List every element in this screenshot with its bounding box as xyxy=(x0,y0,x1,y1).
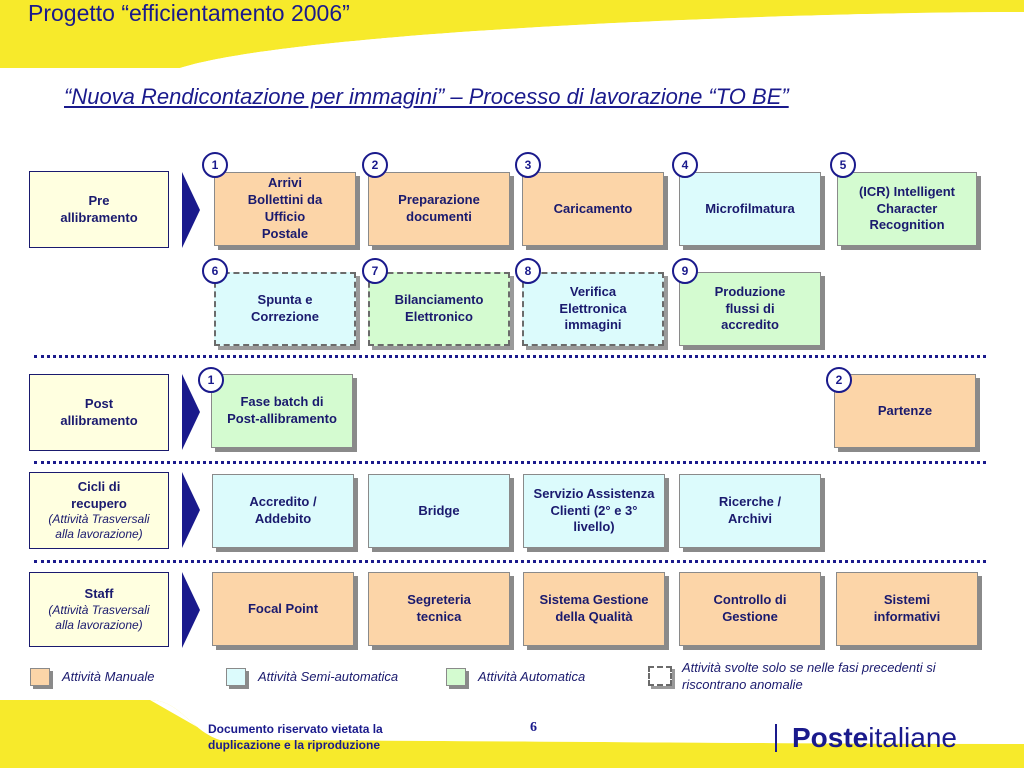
step-microfilmatura xyxy=(679,172,821,246)
step-number-badge: 1 xyxy=(202,152,228,178)
legend-label-semi: Attività Semi-automatica xyxy=(258,669,399,684)
staff-sistema-gestione-qualita xyxy=(523,572,665,646)
cicli-servizio-assistenza-label: Servizio Assistenza Clienti (2° e 3° livello) xyxy=(533,485,655,535)
logo-divider xyxy=(775,724,777,752)
legend-swatch-manual xyxy=(30,668,50,686)
page-subtitle: “Nuova Rendicontazione per immagini” – Processo di lavorazione “TO BE” xyxy=(64,84,789,109)
step-number-badge: 1 xyxy=(198,367,224,393)
step-microfilmatura-label: Microfilmatura xyxy=(705,200,795,216)
step-number-badge: 4 xyxy=(672,152,698,178)
row-arrow-staff xyxy=(180,572,202,648)
staff-focal-point-label: Focal Point xyxy=(247,600,319,616)
cicli-accredito-addebito-label: Accredito / Addebito xyxy=(249,494,317,526)
logo-rest-text: italiane xyxy=(868,722,957,753)
step-partenze xyxy=(834,374,976,448)
step-partenze-label: Partenze xyxy=(877,402,933,418)
step-verifica-elettronica xyxy=(522,272,664,346)
step-number-badge: 2 xyxy=(826,367,852,393)
row-arrow-cicli xyxy=(180,472,202,548)
legend-label-dashed: Attività svolte solo se nelle fasi precedenti si riscontrano anomalie xyxy=(682,660,936,692)
footer-note: Documento riservato vietata la duplicazione e la riproduzione xyxy=(208,722,383,752)
step-caricamento xyxy=(522,172,664,246)
cicli-bridge xyxy=(368,474,510,548)
staff-controllo-gestione-label: Controllo di Gestione xyxy=(713,592,787,624)
posteitaliane-logo xyxy=(792,722,957,754)
staff-focal-point xyxy=(212,572,354,646)
cicli-accredito-addebito xyxy=(212,474,354,548)
row-separator xyxy=(34,461,986,464)
step-number-badge: 7 xyxy=(362,258,388,284)
cicli-servizio-assistenza xyxy=(523,474,665,548)
row-label-cicli xyxy=(29,472,169,549)
step-bilanciamento-elettronico xyxy=(368,272,510,346)
cicli-bridge-label: Bridge xyxy=(418,502,460,518)
step-arrivi-bollettini xyxy=(214,172,356,246)
staff-segreteria-tecnica xyxy=(368,572,510,646)
step-verifica-elettronica-label: Verifica Elettronica immagini xyxy=(559,283,627,333)
logo-bold-text: Poste xyxy=(792,722,869,753)
step-bilanciamento-elettronico-label: Bilanciamento Elettronico xyxy=(394,292,484,324)
page-number: 6 xyxy=(530,720,537,735)
step-fase-batch-label: Fase batch di Post-allibramento xyxy=(227,394,337,426)
step-number-badge: 5 xyxy=(830,152,856,178)
row-label-staff-sub: (Attività Trasversali alla lavorazione) xyxy=(48,602,150,632)
step-number-badge: 8 xyxy=(515,258,541,284)
step-fase-batch xyxy=(211,374,353,448)
page-title: Progetto “efficientamento 2006” xyxy=(28,0,350,26)
row-label-post xyxy=(29,374,169,451)
staff-segreteria-tecnica-label: Segreteria tecnica xyxy=(407,592,471,624)
staff-sistemi-informativi xyxy=(836,572,978,646)
staff-sistemi-informativi-label: Sistemi informativi xyxy=(873,592,941,624)
legend-swatch-auto xyxy=(446,668,466,686)
step-spunta-correzione xyxy=(214,272,356,346)
row-label-staff xyxy=(29,572,169,647)
row-label-post-text: Post allibramento xyxy=(60,396,138,428)
cicli-ricerche-archivi-label: Ricerche / Archivi xyxy=(718,494,782,526)
step-icr-label: (ICR) Intelligent Character Recognition xyxy=(858,183,956,233)
step-number-badge: 9 xyxy=(672,258,698,284)
row-label-staff-text: Staff xyxy=(84,586,114,602)
step-number-badge: 2 xyxy=(362,152,388,178)
row-separator xyxy=(34,560,986,563)
staff-sistema-gestione-qualita-label: Sistema Gestione della Qualità xyxy=(539,592,649,624)
step-number-badge: 6 xyxy=(202,258,228,284)
step-spunta-correzione-label: Spunta e Correzione xyxy=(251,292,319,324)
legend-swatch-dashed xyxy=(648,666,672,686)
step-icr xyxy=(837,172,977,246)
row-label-pre-text: Pre allibramento xyxy=(60,193,138,225)
legend-label-manual: Attività Manuale xyxy=(62,669,155,684)
row-arrow-pre xyxy=(180,172,202,248)
step-caricamento-label: Caricamento xyxy=(553,200,633,216)
row-label-pre xyxy=(29,171,169,248)
step-preparazione-documenti xyxy=(368,172,510,246)
staff-controllo-gestione xyxy=(679,572,821,646)
row-separator xyxy=(34,355,986,358)
legend-label-auto: Attività Automatica xyxy=(478,669,586,684)
legend-swatch-semi xyxy=(226,668,246,686)
cicli-ricerche-archivi xyxy=(679,474,821,548)
step-number-badge: 3 xyxy=(515,152,541,178)
step-preparazione-documenti-label: Preparazione documenti xyxy=(398,192,480,224)
step-produzione-flussi-label: Produzione flussi di accredito xyxy=(714,283,786,333)
step-arrivi-bollettini-label: Arrivi Bollettini da Ufficio Postale xyxy=(247,175,323,241)
step-produzione-flussi xyxy=(679,272,821,346)
row-label-cicli-text: Cicli di recupero xyxy=(71,479,127,511)
row-label-cicli-sub: (Attività Trasversali alla lavorazione) xyxy=(48,511,150,541)
